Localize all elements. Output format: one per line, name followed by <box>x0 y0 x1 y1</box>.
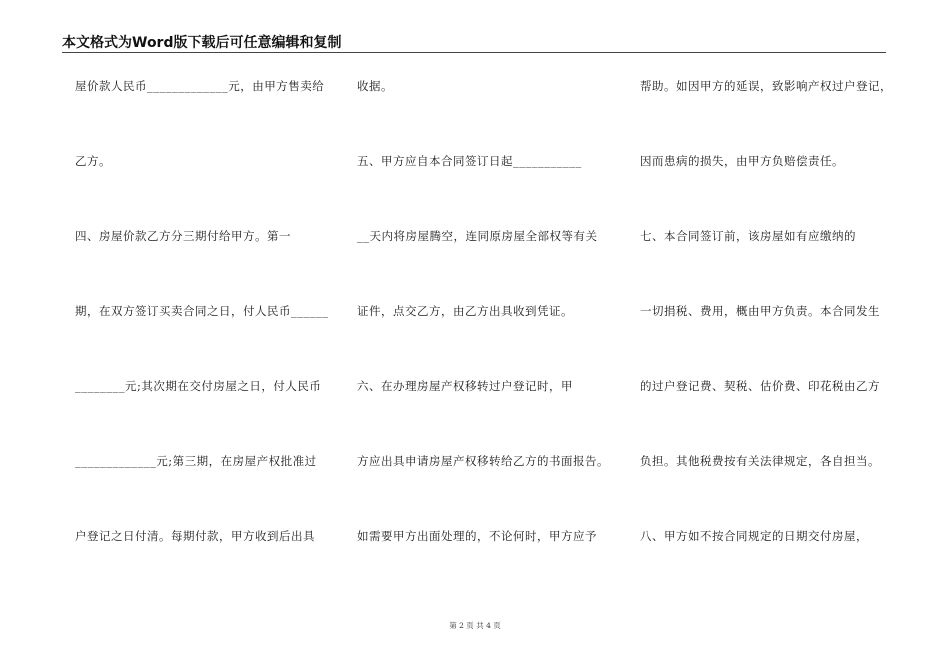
text-line: 一切捐税、费用，概由甲方负责。本合同发生 <box>640 304 880 318</box>
text-line: 如需要甲方出面处理的，不论何时，甲方应予 <box>357 529 597 543</box>
text-line: 证件，点交乙方，由乙方出具收到凭证。 <box>357 304 573 318</box>
text-line: 五、甲方应自本合同签订日起___________ <box>357 154 582 168</box>
text-line: 八、甲方如不按合同规定的日期交付房屋， <box>640 529 868 543</box>
text-line: 因而患病的损失，由甲方负赔偿责任。 <box>640 154 844 168</box>
text-line: 帮助。如因甲方的延误，致影响产权过户登记， <box>640 79 892 93</box>
text-line: 负担。其他税费按有关法律规定，各自担当。 <box>640 454 880 468</box>
text-line: _____________元;第三期，在房屋产权批准过 <box>75 454 317 468</box>
header-title: 本文格式为Word版下载后可任意编辑和复制 <box>62 35 342 51</box>
text-line: 期，在双方签订买卖合同之日，付人民币______ <box>75 304 329 318</box>
text-line: 方应出具申请房屋产权移转给乙方的书面报告。 <box>357 454 609 468</box>
text-line: __天内将房屋腾空，连同原房屋全部权等有关 <box>357 229 598 243</box>
text-line: 的过户登记费、契税、估价费、印花税由乙方 <box>640 379 880 393</box>
page-number: 第 2 页 共 4 页 <box>449 621 501 630</box>
text-line: 收据。 <box>357 79 393 93</box>
text-line: 七、本合同签订前，该房屋如有应缴纳的 <box>640 229 856 243</box>
text-line: 屋价款人民币_____________元，由甲方售卖给 <box>75 79 325 93</box>
header-divider <box>62 52 886 53</box>
text-line: ________元;其次期在交付房屋之日，付人民币 <box>75 379 322 393</box>
text-line: 四、房屋价款乙方分三期付给甲方。第一 <box>75 229 291 243</box>
text-line: 乙方。 <box>75 154 111 168</box>
text-line: 六、在办理房屋产权移转过户登记时，甲 <box>357 379 573 393</box>
text-line: 户登记之日付清。每期付款，甲方收到后出具 <box>75 529 315 543</box>
page-header <box>62 34 886 52</box>
